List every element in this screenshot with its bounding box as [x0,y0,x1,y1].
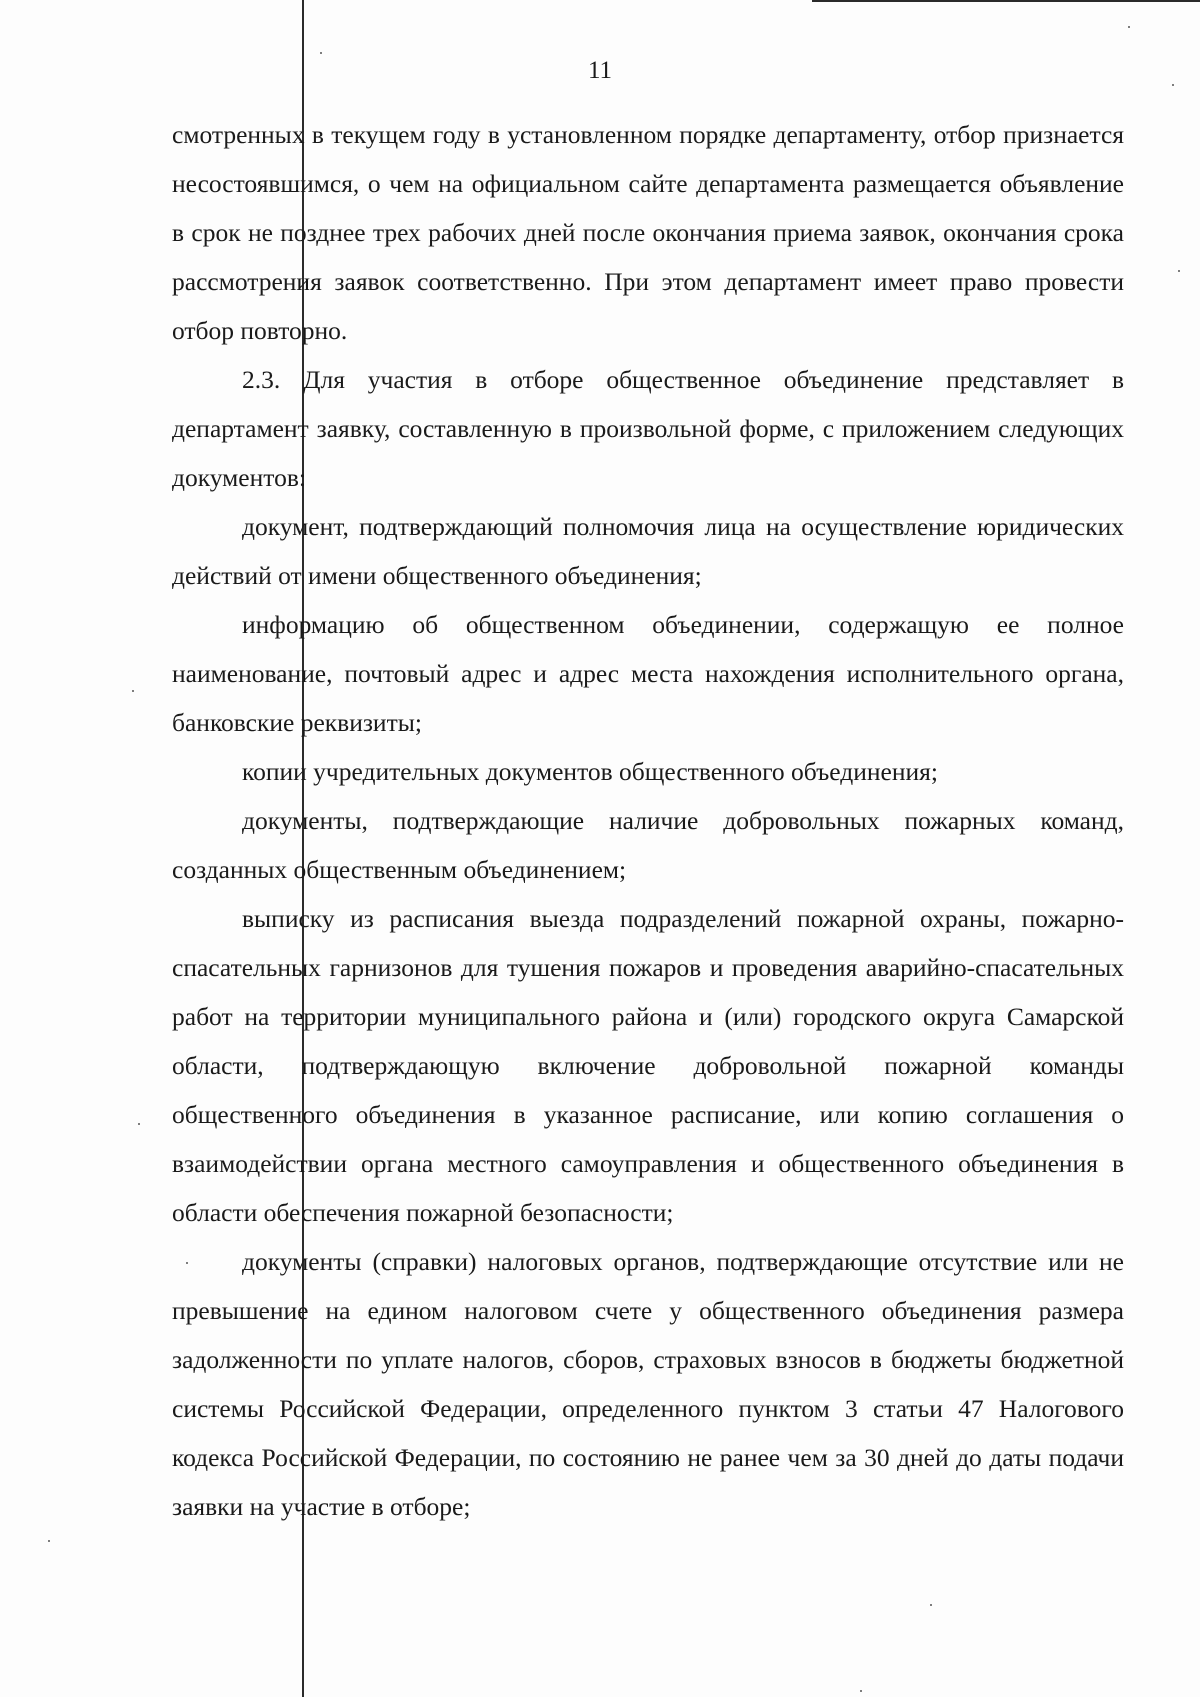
paragraph: выписку из расписания выезда подразделений пожарной охраны, пожарно-спасательных гарнизонов для тушения пожаров и проведения аварийно-спасательных работ на территории муниципального района и (или) городского округа Самарской области, подтверждающую включение добровольной пожарной команды общественного объединения в указанное расписание, или копию соглашения о взаимодействии органа местного самоуправления и общественного объединения в области обеспечения пожарной безопасности; [172,904,1124,1227]
paragraph: документы (справки) налоговых органов, подтверждающие отсутствие или не превышение на едином налоговом счете у общественного объединения размера задолженности по уплате налогов, сборов, страховых взносов в бюджеты бюджетной системы Российской Федерации, определенного пунктом 3 статьи 47 Налогового кодекса Российской Федерации, по состоянию не ранее чем за 30 дней до даты подачи заявки на участие в отборе; [172,1247,1124,1521]
scan-speck [1178,270,1180,272]
scan-speck [860,1690,862,1692]
scan-speck [138,1123,140,1125]
page-number: 11 [587,57,613,84]
scan-artifact-top-line [812,0,1200,2]
paragraph: 2.3. Для участия в отборе общественное объединение представляет в департамент заявку, составленную в произвольной форме, с приложением следующих документов: [172,365,1124,492]
scan-speck [1128,26,1130,28]
paragraph: копии учредительных документов общественного объединения; [242,757,938,786]
scan-speck [320,52,322,54]
document-body [172,110,1124,1531]
paragraph: документы, подтверждающие наличие добровольных пожарных команд, созданных общественным объединением; [172,806,1124,884]
scan-speck [48,1540,50,1542]
scan-speck [132,690,134,692]
scan-speck [930,1604,932,1606]
paragraph: информацию об общественном объединении, содержащую ее полное наименование, почтовый адрес и адрес места нахождения исполнительного органа, банковские реквизиты; [172,610,1124,737]
paragraph: смотренных в текущем году в установленном порядке департаменту, отбор признается несостоявшимся, о чем на официальном сайте департамента размещается объявление в срок не позднее трех рабочих дней после окончания приема заявок, окончания срока рассмотрения заявок соответственно. При этом департамент имеет право провести отбор повторно. [172,120,1124,345]
paragraph: документ, подтверждающий полномочия лица на осуществление юридических действий от имени общественного объединения; [172,512,1124,590]
